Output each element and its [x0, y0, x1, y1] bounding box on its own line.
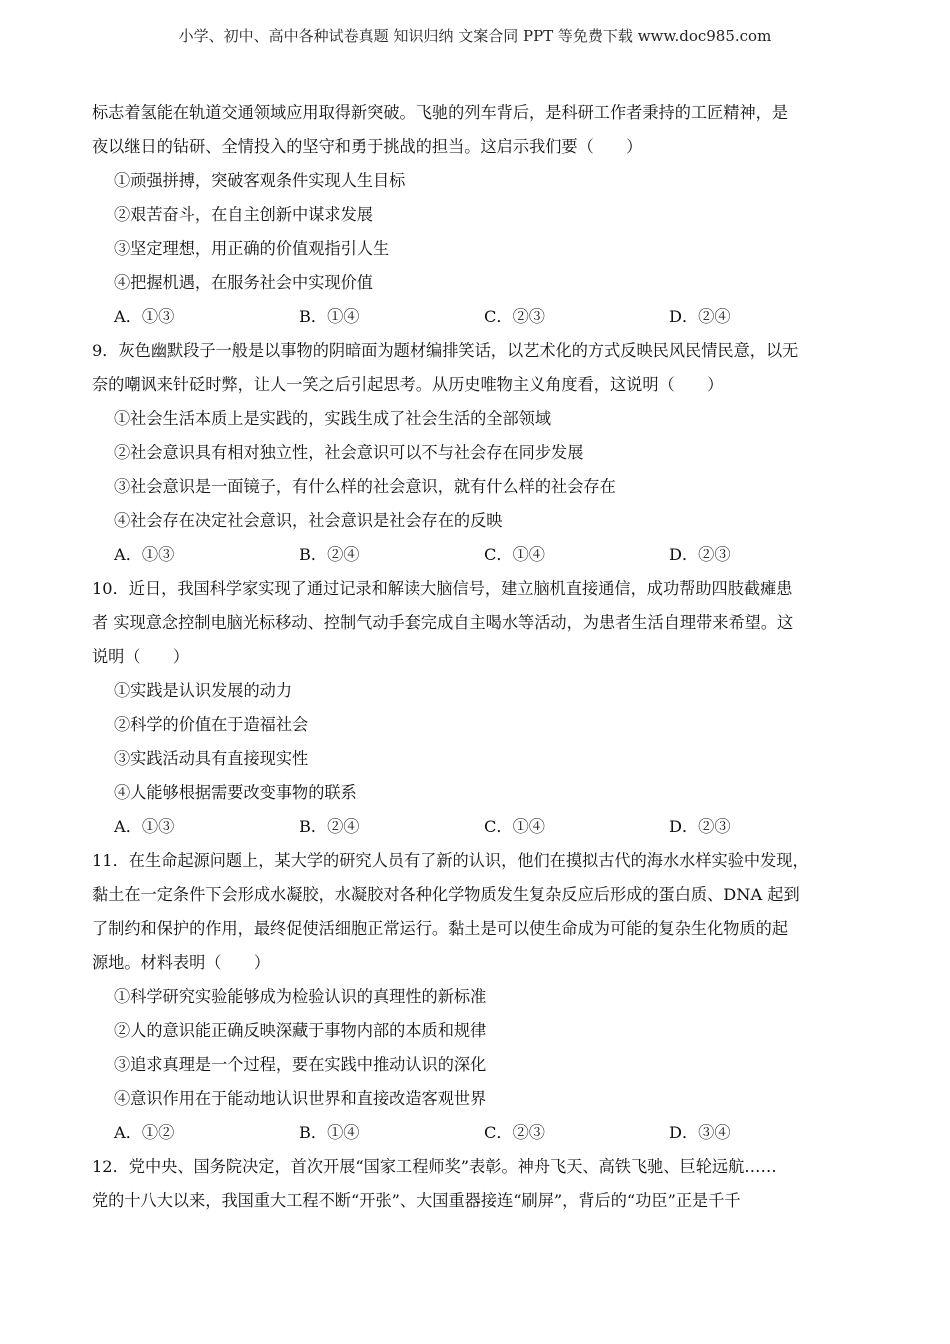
choice-c: C．②③ [484, 1123, 545, 1142]
choice-c: C．②③ [484, 307, 545, 326]
question-text-line: 12．党中央、国务院决定，首次开展“国家工程师奖”表彰。神舟飞天、高铁飞驰、巨轮远航…… [92, 1157, 777, 1176]
option-3: ③追求真理是一个过程，要在实践中推动认识的深化 [114, 1055, 487, 1074]
choice-d: D．②③ [669, 545, 731, 564]
option-4: ④人能够根据需要改变事物的联系 [114, 783, 357, 802]
question-text-line: 夜以继日的钻研、全情投入的坚守和勇于挑战的担当。这启示我们要（ ） [92, 137, 643, 156]
question-text-line: 标志着氢能在轨道交通领域应用取得新突破。飞驰的列车背后，是科研工作者秉持的工匠精神，是 [92, 103, 789, 122]
answer-choices [92, 810, 862, 844]
question-text-line: 了制约和保护的作用，最终促使活细胞正常运行。黏土是可以使生命成为可能的复杂生化物质的起 [92, 919, 789, 938]
choice-d: D．②③ [669, 817, 731, 836]
choice-c: C．①④ [484, 545, 545, 564]
choice-a: A．①② [114, 1123, 175, 1142]
answer-choices [92, 538, 862, 572]
question-text-line: 10．近日，我国科学家实现了通过记录和解读大脑信号，建立脑机直接通信，成功帮助四肢截瘫患 [92, 579, 793, 598]
choice-b: B．②④ [299, 817, 360, 836]
option-4: ④把握机遇，在服务社会中实现价值 [114, 273, 373, 292]
option-1: ①科学研究实验能够成为检验认识的真理性的新标准 [114, 987, 487, 1006]
option-4: ④意识作用在于能动地认识世界和直接改造客观世界 [114, 1089, 487, 1108]
question-text-line: 说明（ ） [92, 647, 190, 666]
question-9 [92, 334, 862, 572]
choice-b: B．①④ [299, 1123, 360, 1142]
question-text-line: 党的十八大以来，我国重大工程不断“开张”、大国重器接连“刷屏”，背后的“功臣”正是千千 [92, 1191, 741, 1210]
choice-c: C．①④ [484, 817, 545, 836]
question-12 [92, 1150, 862, 1218]
question-text-line: 9．灰色幽默段子一般是以事物的阴暗面为题材编排笑话，以艺术化的方式反映民风民情民意，以无 [92, 341, 799, 360]
choice-d: D．②④ [669, 307, 731, 326]
question-text-line: 黏土在一定条件下会形成水凝胶，水凝胶对各种化学物质发生复杂反应后形成的蛋白质、DNA 起到 [92, 885, 800, 904]
choice-d: D．③④ [669, 1123, 731, 1142]
exam-content [92, 96, 862, 1218]
choice-a: A．①③ [114, 545, 175, 564]
option-2: ②科学的价值在于造福社会 [114, 715, 309, 734]
option-3: ③坚定理想，用正确的价值观指引人生 [114, 239, 390, 258]
option-4: ④社会存在决定社会意识，社会意识是社会存在的反映 [114, 511, 503, 530]
option-1: ①实践是认识发展的动力 [114, 681, 293, 700]
question-8 [92, 96, 862, 334]
option-2: ②社会意识具有相对独立性，社会意识可以不与社会存在同步发展 [114, 443, 584, 462]
option-2: ②人的意识能正确反映深藏于事物内部的本质和规律 [114, 1021, 487, 1040]
choice-b: B．①④ [299, 307, 360, 326]
question-10 [92, 572, 862, 844]
option-1: ①顽强拼搏，突破客观条件实现人生目标 [114, 171, 406, 190]
question-text-line: 11．在生命起源问题上，某大学的研究人员有了新的认识，他们在摸拟古代的海水水样实验中发现， [92, 851, 809, 870]
choice-a: A．①③ [114, 817, 175, 836]
question-text-line: 奈的嘲讽来针砭时弊，让人一笑之后引起思考。从历史唯物主义角度看，这说明（ ） [92, 375, 724, 394]
answer-choices [92, 1116, 862, 1150]
answer-choices [92, 300, 862, 334]
question-text-line: 源地。材料表明（ ） [92, 953, 271, 972]
question-text-line: 者 实现意念控制电脑光标移动、控制气动手套完成自主喝水等活动，为患者生活自理带来希望。这 [92, 613, 794, 632]
option-2: ②艰苦奋斗，在自主创新中谋求发展 [114, 205, 373, 224]
choice-b: B．②④ [299, 545, 360, 564]
option-3: ③实践活动具有直接现实性 [114, 749, 309, 768]
choice-a: A．①③ [114, 307, 175, 326]
option-3: ③社会意识是一面镜子，有什么样的社会意识，就有什么样的社会存在 [114, 477, 616, 496]
option-1: ①社会生活本质上是实践的，实践生成了社会生活的全部领域 [114, 409, 552, 428]
question-11 [92, 844, 862, 1150]
page-header: 小学、初中、高中各种试卷真题 知识归纳 文案合同 PPT 等免费下载 www.doc985.com [178, 27, 772, 45]
